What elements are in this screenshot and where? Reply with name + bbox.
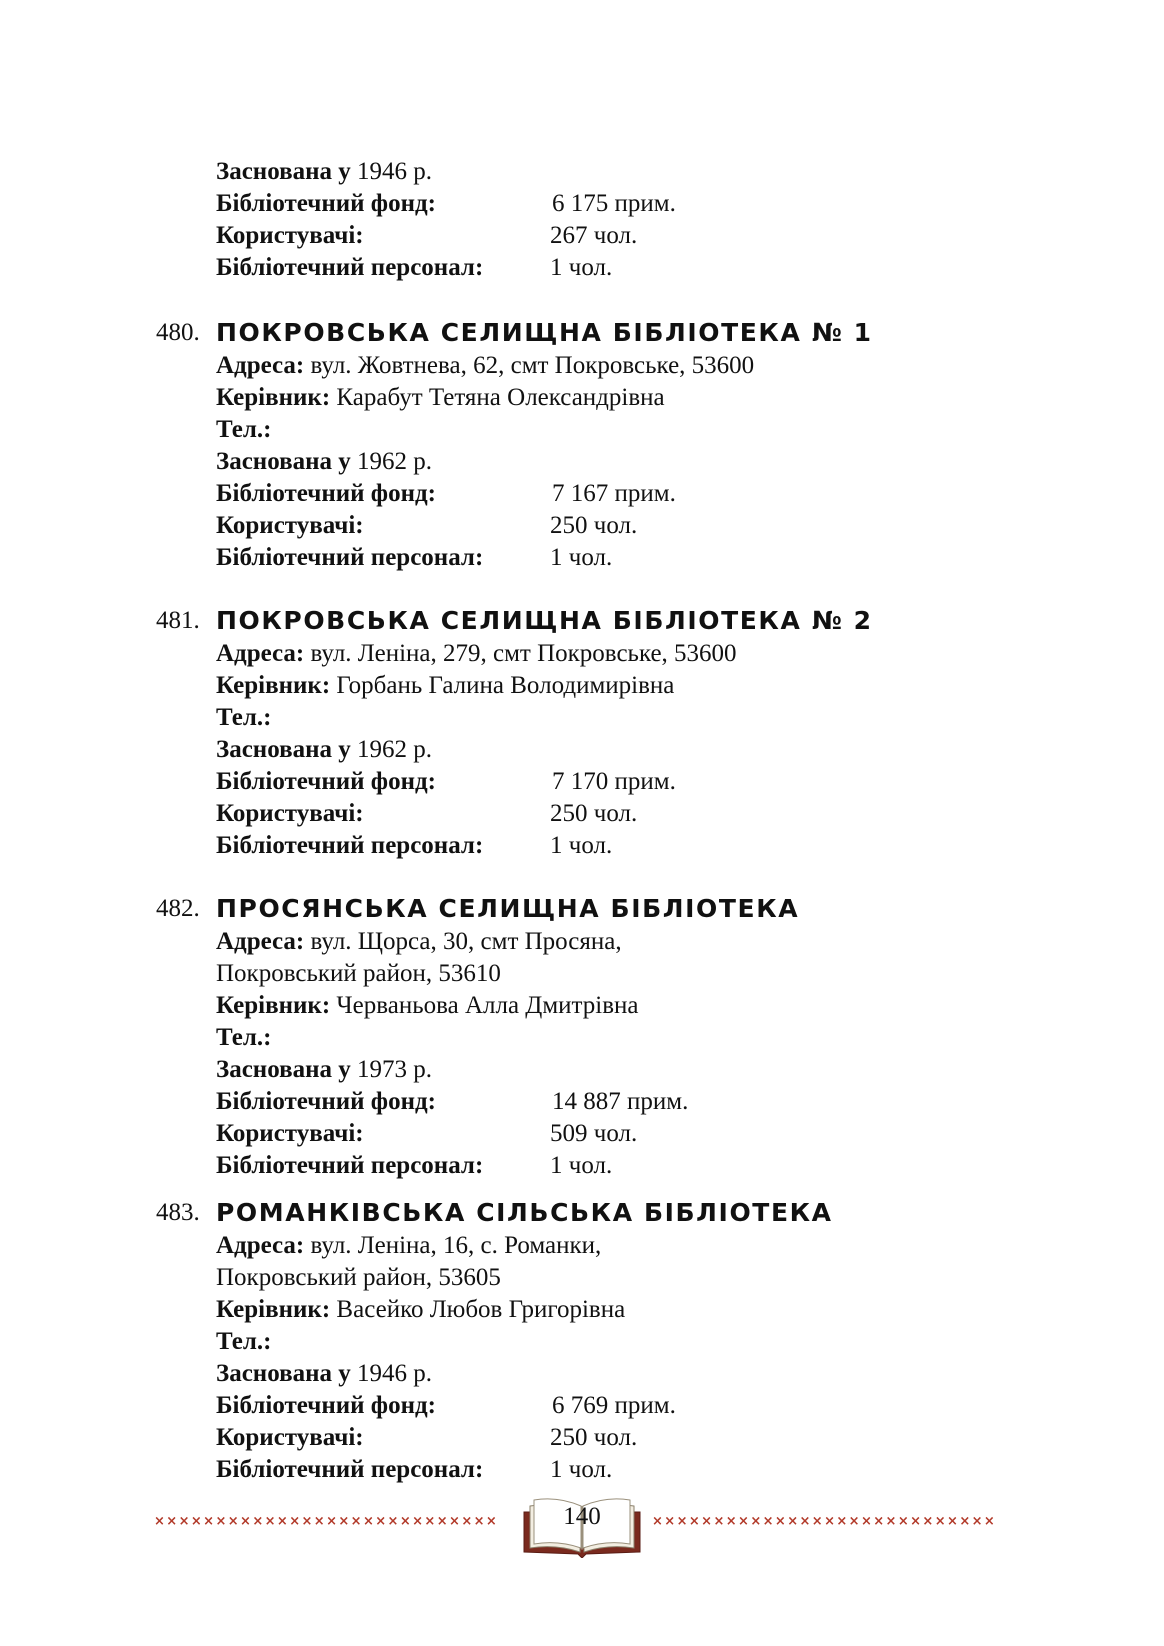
users-line — [216, 1422, 816, 1454]
address-value: вул. Леніна, 16, с. Романки, — [310, 1232, 602, 1259]
founded-value: 1962 р. — [356, 448, 432, 475]
founded-value: 1946 р. — [356, 1360, 432, 1387]
phone-line — [216, 414, 271, 446]
users-value: 267 чол. — [550, 222, 638, 249]
fund-label: Бібліотечний фонд: — [216, 1392, 436, 1419]
head-line — [216, 990, 639, 1022]
users-value: 250 чол. — [550, 1424, 638, 1451]
address-line — [216, 638, 737, 670]
entry-number: 481. — [156, 607, 200, 634]
head-label: Керівник: — [216, 672, 331, 699]
head-line — [216, 670, 674, 702]
staff-label: Бібліотечний персонал: — [216, 832, 484, 859]
staff-value: 1 чол. — [550, 832, 613, 859]
staff-value: 1 чол. — [550, 544, 613, 571]
fund-label: Бібліотечний фонд: — [216, 480, 436, 507]
founded-line — [216, 1054, 432, 1086]
entry-title: РОМАНКІВСЬКА СІЛЬСЬКА БІБЛІОТЕКА — [216, 1198, 833, 1227]
address-line — [216, 1230, 601, 1262]
entry-number: 482. — [156, 895, 200, 922]
founded-line — [216, 156, 432, 188]
head-value: Карабут Тетяна Олександрівна — [336, 384, 665, 411]
founded-label: Заснована у — [216, 736, 351, 763]
address-line — [216, 926, 622, 958]
founded-value: 1946 р. — [356, 158, 432, 185]
fund-value: 7 170 прим. — [552, 768, 676, 795]
users-label: Користувачі: — [216, 800, 364, 827]
address-line — [216, 350, 754, 382]
fund-line — [216, 188, 816, 220]
address-value-2: Покровський район, 53610 — [216, 960, 501, 987]
fund-line — [216, 478, 816, 510]
ornament-left: ×××××××××××××××××××××××××××× — [154, 1514, 499, 1529]
fund-label: Бібліотечний фонд: — [216, 768, 436, 795]
fund-value: 6 769 прим. — [552, 1392, 676, 1419]
users-label: Користувачі: — [216, 512, 364, 539]
head-value: Васейко Любов Григорівна — [336, 1296, 626, 1323]
fund-line — [216, 1086, 816, 1118]
founded-label: Заснована у — [216, 1056, 351, 1083]
phone-label: Тел.: — [216, 416, 272, 443]
staff-line — [216, 830, 816, 862]
phone-label: Тел.: — [216, 1328, 272, 1355]
head-line — [216, 1294, 625, 1326]
entry-title: ПРОСЯНСЬКА СЕЛИЩНА БІБЛІОТЕКА — [216, 894, 800, 923]
staff-line — [216, 1150, 816, 1182]
users-label: Користувачі: — [216, 222, 364, 249]
founded-label: Заснована у — [216, 448, 351, 475]
address-value-2: Покровський район, 53605 — [216, 1264, 501, 1291]
head-value: Горбань Галина Володимирівна — [336, 672, 675, 699]
staff-label: Бібліотечний персонал: — [216, 254, 484, 281]
founded-line — [216, 446, 432, 478]
staff-value: 1 чол. — [550, 1152, 613, 1179]
address-label: Адреса: — [216, 1232, 305, 1259]
phone-label: Тел.: — [216, 1024, 272, 1051]
users-value: 250 чол. — [550, 512, 638, 539]
fund-label: Бібліотечний фонд: — [216, 190, 436, 217]
address-value: вул. Жовтнева, 62, смт Покровське, 53600 — [310, 352, 755, 379]
fund-label: Бібліотечний фонд: — [216, 1088, 436, 1115]
head-line — [216, 382, 665, 414]
staff-label: Бібліотечний персонал: — [216, 1456, 484, 1483]
address-label: Адреса: — [216, 928, 305, 955]
founded-line — [216, 734, 432, 766]
staff-line — [216, 252, 816, 284]
phone-line — [216, 1022, 271, 1054]
head-value: Черваньова Алла Дмитрівна — [336, 992, 639, 1019]
address-label: Адреса: — [216, 640, 305, 667]
users-value: 509 чол. — [550, 1120, 638, 1147]
phone-line — [216, 702, 271, 734]
users-line — [216, 798, 816, 830]
fund-line — [216, 766, 816, 798]
head-label: Керівник: — [216, 1296, 331, 1323]
head-label: Керівник: — [216, 992, 331, 1019]
address-line-2 — [216, 1262, 501, 1294]
entry-number: 480. — [156, 319, 200, 346]
fund-line — [216, 1390, 816, 1422]
ornament-right: ×××××××××××××××××××××××××××× — [652, 1514, 997, 1529]
phone-line — [216, 1326, 271, 1358]
entry-number: 483. — [156, 1199, 200, 1226]
address-value: вул. Леніна, 279, смт Покровське, 53600 — [310, 640, 737, 667]
users-line — [216, 1118, 816, 1150]
fund-value: 7 167 прим. — [552, 480, 676, 507]
entry-title: ПОКРОВСЬКА СЕЛИЩНА БІБЛІОТЕКА № 1 — [216, 318, 873, 347]
staff-value: 1 чол. — [550, 254, 613, 281]
founded-label: Заснована у — [216, 158, 351, 185]
founded-label: Заснована у — [216, 1360, 351, 1387]
founded-value: 1973 р. — [356, 1056, 432, 1083]
staff-line — [216, 1454, 816, 1486]
staff-line — [216, 542, 816, 574]
staff-value: 1 чол. — [550, 1456, 613, 1483]
entry-title: ПОКРОВСЬКА СЕЛИЩНА БІБЛІОТЕКА № 2 — [216, 606, 873, 635]
users-label: Користувачі: — [216, 1120, 364, 1147]
phone-label: Тел.: — [216, 704, 272, 731]
page-number: 140 — [563, 1503, 601, 1530]
users-line — [216, 510, 816, 542]
founded-value: 1962 р. — [356, 736, 432, 763]
staff-label: Бібліотечний персонал: — [216, 1152, 484, 1179]
founded-line — [216, 1358, 432, 1390]
users-line — [216, 220, 816, 252]
address-value: вул. Щорса, 30, смт Просяна, — [310, 928, 622, 955]
fund-value: 6 175 прим. — [552, 190, 676, 217]
users-value: 250 чол. — [550, 800, 638, 827]
users-label: Користувачі: — [216, 1424, 364, 1451]
address-label: Адреса: — [216, 352, 305, 379]
head-label: Керівник: — [216, 384, 331, 411]
address-line-2 — [216, 958, 501, 990]
staff-label: Бібліотечний персонал: — [216, 544, 484, 571]
fund-value: 14 887 прим. — [552, 1088, 689, 1115]
